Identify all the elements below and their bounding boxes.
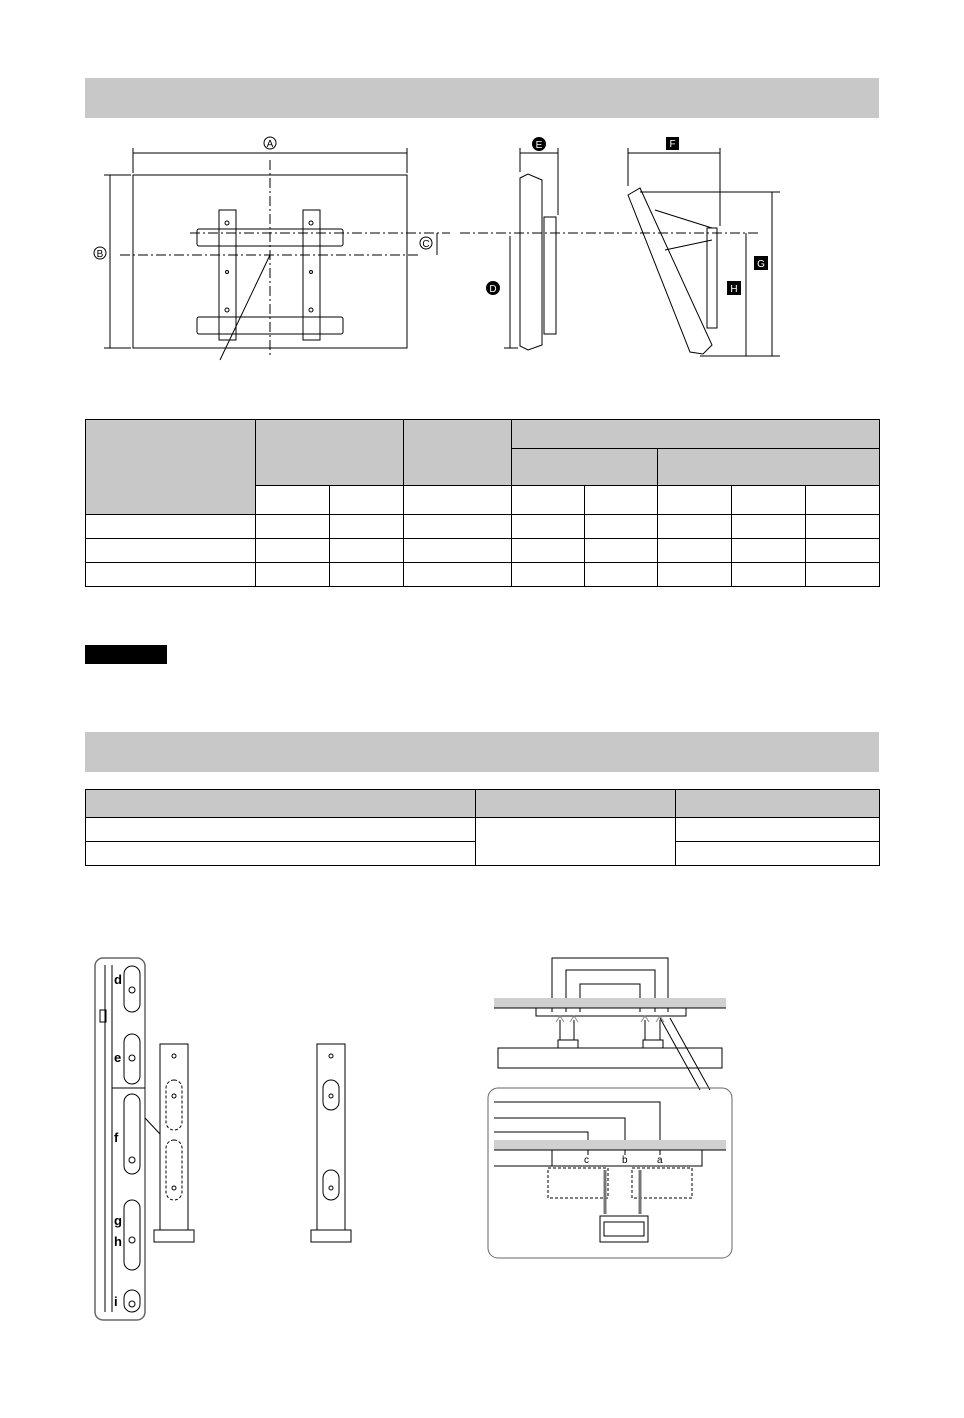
label-c	[420, 237, 432, 250]
screw-position-table	[85, 789, 880, 866]
note-label	[85, 645, 167, 664]
table-header-row	[86, 420, 880, 449]
label-b	[94, 247, 106, 260]
section-header-screw-positions	[85, 732, 879, 772]
bracket-letter-f: f	[114, 1130, 119, 1145]
slot-letter-b: b	[622, 1155, 628, 1166]
svg-text:D: D	[489, 284, 497, 295]
svg-text:C: C	[422, 239, 430, 250]
installation-dimensions-diagram	[0, 130, 964, 400]
label-a	[264, 137, 276, 150]
svg-text:A: A	[266, 139, 274, 150]
svg-text:F: F	[669, 139, 676, 150]
table-row	[86, 563, 880, 587]
table-row	[86, 818, 880, 842]
bracket-letter-g: g	[114, 1213, 122, 1228]
label-f	[666, 137, 679, 150]
bracket-letter-i: i	[114, 1294, 118, 1309]
label-d	[486, 281, 500, 295]
svg-text:B: B	[96, 249, 104, 260]
section-header-dimensions	[85, 78, 879, 118]
bracket-letter-d: d	[114, 972, 122, 987]
bracket-position-diagram	[80, 950, 400, 1330]
hook-slot-diagram	[480, 950, 740, 1262]
label-g	[754, 256, 768, 270]
slot-letter-c: c	[584, 1155, 589, 1166]
bracket-letter-e: e	[114, 1050, 122, 1065]
table-row	[86, 515, 880, 539]
svg-text:H: H	[730, 284, 738, 295]
svg-text:G: G	[757, 259, 765, 270]
label-e	[532, 137, 546, 151]
bracket-letter-h: h	[114, 1234, 122, 1249]
slot-letter-a: a	[657, 1155, 663, 1166]
table-row	[86, 539, 880, 563]
dimensions-table	[85, 419, 880, 587]
svg-text:E: E	[535, 140, 543, 151]
table-header-row	[86, 790, 880, 818]
label-h	[727, 281, 741, 295]
